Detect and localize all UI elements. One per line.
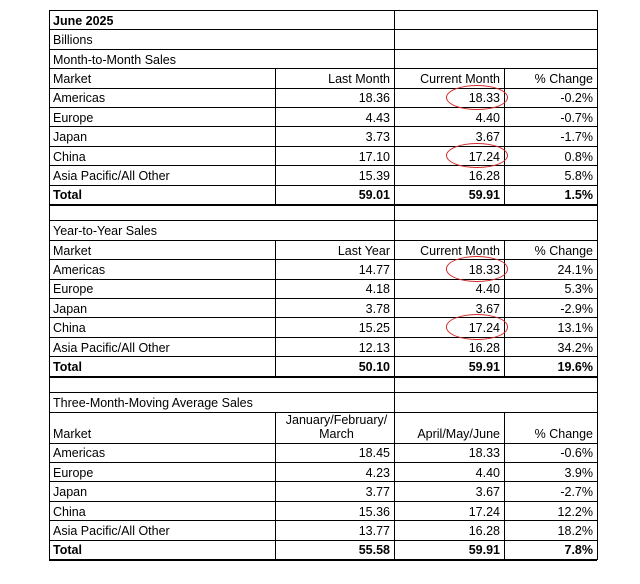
- cell-value: 13.1%: [557, 321, 593, 336]
- grid-line: [49, 240, 597, 241]
- cell-value: 4.40: [475, 465, 500, 480]
- grid-line: [394, 443, 395, 462]
- column-header: Last Year: [337, 243, 390, 258]
- grid-line: [394, 540, 395, 559]
- market-name: Europe: [53, 282, 94, 297]
- grid-line: [394, 68, 395, 87]
- cell-value: 4.40: [475, 282, 500, 297]
- grid-line: [394, 520, 395, 539]
- grid-line: [275, 462, 276, 481]
- cell-value: 14.77: [358, 262, 390, 277]
- grid-line: [597, 10, 598, 559]
- column-header: Current Month: [420, 71, 500, 86]
- cell-value: 17.10: [358, 149, 390, 164]
- market-name: Americas: [53, 446, 106, 461]
- cell-value: 3.73: [365, 130, 390, 145]
- grid-line: [275, 356, 276, 375]
- cell-value: 18.45: [358, 446, 390, 461]
- cell-value: 0.8%: [564, 149, 593, 164]
- total-value: 19.6%: [557, 359, 593, 374]
- grid-line: [504, 356, 505, 375]
- annotation-circle: [446, 143, 508, 168]
- cell-value: 17.24: [468, 321, 500, 336]
- column-header: January/February/March: [285, 412, 388, 441]
- cell-value: 15.25: [358, 321, 390, 336]
- section-title: Month-to-Month Sales: [53, 52, 176, 67]
- grid-line: [275, 68, 276, 87]
- cell-value: -0.6%: [560, 446, 593, 461]
- cell-value: 15.39: [358, 168, 390, 183]
- total-value: 50.10: [358, 359, 390, 374]
- grid-line: [49, 520, 597, 521]
- cell-value: 3.77: [365, 485, 390, 500]
- cell-value: 16.28: [468, 523, 500, 538]
- grid-line: [275, 443, 276, 462]
- cell-value: 3.9%: [564, 465, 593, 480]
- grid-line: [504, 520, 505, 539]
- cell-value: 16.28: [468, 168, 500, 183]
- total-label: Total: [53, 188, 82, 203]
- grid-line: [49, 279, 597, 280]
- sales-table: [49, 10, 597, 570]
- cell-value: 3.78: [365, 301, 390, 316]
- grid-line: [275, 337, 276, 356]
- grid-line: [49, 540, 597, 541]
- grid-line: [394, 165, 395, 184]
- market-name: Europe: [53, 465, 94, 480]
- cell-value: -2.9%: [560, 301, 593, 316]
- total-value: 59.91: [468, 188, 500, 203]
- grid-line: [394, 392, 395, 411]
- grid-line: [49, 481, 597, 482]
- grid-line: [275, 126, 276, 145]
- grid-line: [275, 259, 276, 278]
- grid-line: [394, 317, 395, 336]
- total-label: Total: [53, 543, 82, 558]
- market-name: China: [53, 321, 86, 336]
- market-name: Japan: [53, 485, 88, 500]
- grid-line: [504, 279, 505, 298]
- grid-line: [394, 298, 395, 317]
- grid-line: [394, 240, 395, 259]
- grid-line: [275, 481, 276, 500]
- grid-line: [394, 88, 395, 107]
- grid-line: [275, 88, 276, 107]
- grid-line: [275, 298, 276, 317]
- market-name: Asia Pacific/All Other: [53, 523, 170, 538]
- cell-value: 3.67: [475, 301, 500, 316]
- grid-line: [275, 185, 276, 204]
- grid-line: [394, 481, 395, 500]
- column-header: April/May/June: [417, 426, 500, 441]
- grid-line: [394, 220, 395, 239]
- grid-line: [504, 443, 505, 462]
- grid-line: [394, 279, 395, 298]
- grid-line: [504, 501, 505, 520]
- total-value: 59.91: [468, 359, 500, 374]
- grid-line: [394, 49, 395, 68]
- grid-line: [504, 185, 505, 204]
- section-title: Year-to-Year Sales: [53, 224, 158, 239]
- market-name: Americas: [53, 262, 106, 277]
- cell-value: 34.2%: [557, 340, 593, 355]
- grid-line: [49, 376, 597, 378]
- grid-line: [49, 443, 597, 444]
- annotation-circle: [446, 85, 508, 110]
- cell-value: 15.36: [358, 504, 390, 519]
- grid-line: [394, 501, 395, 520]
- column-header: Last Month: [328, 71, 390, 86]
- grid-line: [394, 107, 395, 126]
- cell-value: 18.36: [358, 91, 390, 106]
- cell-value: -0.2%: [560, 91, 593, 106]
- grid-line: [49, 559, 598, 560]
- grid-line: [394, 10, 395, 29]
- total-label: Total: [53, 359, 82, 374]
- grid-line: [49, 49, 597, 50]
- grid-line: [275, 501, 276, 520]
- grid-line: [504, 126, 505, 145]
- market-name: Europe: [53, 110, 94, 125]
- grid-line: [394, 259, 395, 278]
- grid-line: [394, 29, 395, 48]
- cell-value: 5.3%: [564, 282, 593, 297]
- grid-line: [504, 462, 505, 481]
- cell-value: 17.24: [468, 149, 500, 164]
- grid-line: [275, 107, 276, 126]
- cell-value: 17.24: [468, 504, 500, 519]
- market-name: Asia Pacific/All Other: [53, 340, 170, 355]
- cell-value: 5.8%: [564, 168, 593, 183]
- grid-line: [49, 317, 597, 318]
- cell-value: 18.33: [468, 446, 500, 461]
- cell-value: 4.40: [475, 110, 500, 125]
- grid-line: [394, 412, 395, 443]
- column-header: Market: [53, 243, 92, 258]
- grid-line: [504, 165, 505, 184]
- column-header: Market: [53, 426, 92, 441]
- column-header: Market: [53, 71, 92, 86]
- cell-value: 16.28: [468, 340, 500, 355]
- grid-line: [504, 298, 505, 317]
- column-header: Current Month: [420, 243, 500, 258]
- units-label: Billions: [53, 33, 93, 48]
- grid-line: [504, 412, 505, 443]
- grid-line: [504, 337, 505, 356]
- cell-value: 18.2%: [557, 523, 593, 538]
- cell-value: 12.2%: [557, 504, 593, 519]
- market-name: Asia Pacific/All Other: [53, 168, 170, 183]
- grid-line: [504, 540, 505, 559]
- cell-value: 3.67: [475, 130, 500, 145]
- total-value: 7.8%: [564, 543, 593, 558]
- cell-value: 12.13: [358, 340, 390, 355]
- grid-line: [49, 88, 597, 89]
- grid-line: [275, 317, 276, 336]
- grid-line: [49, 259, 597, 260]
- market-name: China: [53, 504, 86, 519]
- grid-line: [49, 185, 597, 186]
- annotation-circle: [446, 314, 508, 339]
- column-header: % Change: [534, 71, 593, 86]
- grid-line: [275, 412, 276, 443]
- grid-line: [275, 146, 276, 165]
- grid-line: [394, 185, 395, 204]
- column-header: % Change: [534, 426, 593, 441]
- grid-line: [394, 356, 395, 375]
- grid-line: [49, 501, 597, 502]
- grid-line: [49, 356, 597, 357]
- grid-line: [49, 392, 597, 393]
- grid-line: [49, 220, 597, 221]
- grid-line: [275, 520, 276, 539]
- grid-line: [394, 376, 395, 392]
- grid-line: [504, 107, 505, 126]
- total-value: 55.58: [358, 543, 390, 558]
- market-name: Japan: [53, 130, 88, 145]
- cell-value: 3.67: [475, 485, 500, 500]
- grid-line: [49, 146, 597, 147]
- cell-value: -1.7%: [560, 130, 593, 145]
- market-name: China: [53, 149, 86, 164]
- grid-line: [49, 10, 597, 11]
- period-title: June 2025: [53, 13, 114, 28]
- cell-value: 18.33: [468, 262, 500, 277]
- grid-line: [504, 481, 505, 500]
- grid-line: [49, 165, 597, 166]
- grid-line: [394, 204, 395, 220]
- cell-value: 4.23: [365, 465, 390, 480]
- grid-line: [504, 68, 505, 87]
- grid-line: [275, 165, 276, 184]
- grid-line: [504, 240, 505, 259]
- grid-line: [394, 337, 395, 356]
- grid-line: [49, 68, 597, 69]
- grid-line: [275, 540, 276, 559]
- total-value: 59.91: [468, 543, 500, 558]
- column-header: % Change: [534, 243, 593, 258]
- grid-line: [49, 204, 597, 206]
- cell-value: 4.18: [365, 282, 390, 297]
- grid-line: [275, 240, 276, 259]
- cell-value: -2.7%: [560, 485, 593, 500]
- grid-line: [49, 10, 50, 559]
- market-name: Japan: [53, 301, 88, 316]
- grid-line: [49, 126, 597, 127]
- grid-line: [394, 126, 395, 145]
- cell-value: 13.77: [358, 523, 390, 538]
- market-name: Americas: [53, 91, 106, 106]
- grid-line: [49, 337, 597, 338]
- grid-line: [49, 298, 597, 299]
- cell-value: 4.43: [365, 110, 390, 125]
- total-value: 1.5%: [564, 188, 593, 203]
- grid-line: [49, 29, 597, 30]
- grid-line: [49, 462, 597, 463]
- cell-value: 18.33: [468, 91, 500, 106]
- section-title: Three-Month-Moving Average Sales: [53, 395, 253, 410]
- grid-line: [394, 462, 395, 481]
- grid-line: [49, 412, 597, 413]
- cell-value: 24.1%: [557, 262, 593, 277]
- annotation-circle: [446, 256, 508, 281]
- grid-line: [49, 107, 597, 108]
- cell-value: -0.7%: [560, 110, 593, 125]
- total-value: 59.01: [358, 188, 390, 203]
- grid-line: [275, 279, 276, 298]
- grid-line: [394, 146, 395, 165]
